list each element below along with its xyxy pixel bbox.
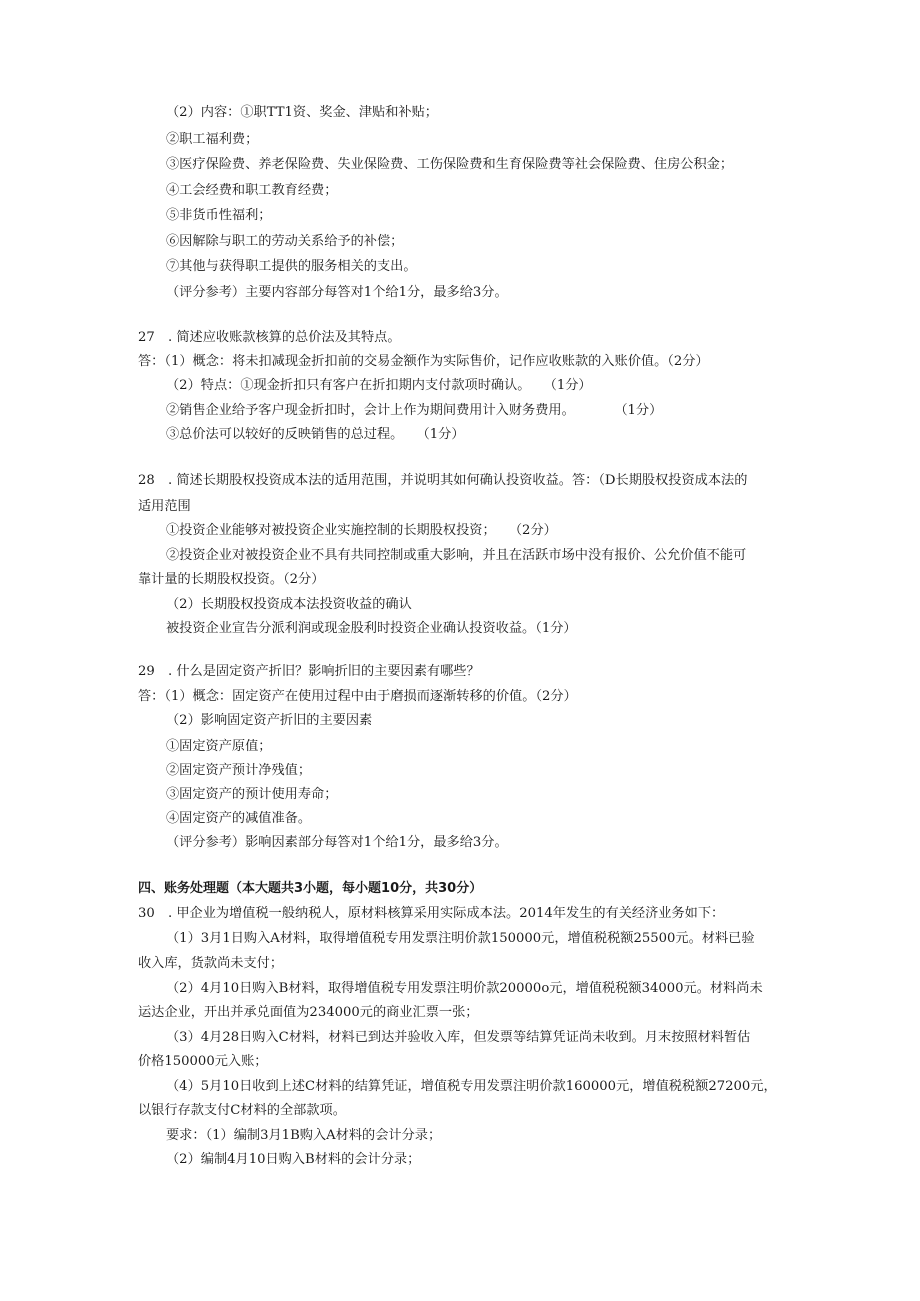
text-line: （2）内容：①职TT1资、奖金、津贴和补贴； <box>166 105 438 120</box>
question-30: 30 . 甲企业为增值税一般纳税人，原材料核算采用实际成本法。2014年发生的有关经济业务如下： <box>138 906 725 921</box>
text-line: ①投资企业能够对被投资企业实施控制的长期股权投资； （2分） <box>166 523 557 538</box>
text-line: （3）4月28日购入C材料，材料已到达并验收入库，但发票等结算凭证尚未收到。月末按照材料暂估 <box>166 1030 751 1045</box>
text-line: ④工会经费和职工教育经费； <box>166 183 338 198</box>
requirement-line: 要求：（1）编制3月1B购入A材料的会计分录； <box>166 1128 442 1143</box>
text-line: ②职工福利费； <box>166 132 259 147</box>
text-line: ④固定资产的减值准备。 <box>166 811 312 826</box>
text-line: （4）5月10日收到上述C材料的结算凭证，增值税专用发票注明价款160000元，增值税税额27200元， <box>166 1079 777 1094</box>
text-line: 靠计量的长期股权投资。（2分） <box>138 572 325 587</box>
text-line: （2）特点：①现金折扣只有客户在折扣期内支付款项时确认。 （1分） <box>166 378 592 393</box>
text-line: ③医疗保险费、养老保险费、失业保险费、工伤保险费和生育保险费等社会保险费、住房公积金； <box>166 157 734 172</box>
text-line: 收入库，货款尚未支付； <box>138 956 284 971</box>
section-heading: 四、账务处理题（本大题共3小题，每小题10分，共30分） <box>138 881 483 896</box>
text-line: 以银行存款支付C材料的全部款项。 <box>138 1103 346 1118</box>
text-line: ①固定资产原值； <box>166 739 272 754</box>
text-line: （2）长期股权投资成本法投资收益的确认 <box>166 597 412 612</box>
text-line: 价格150000元入账； <box>138 1054 268 1069</box>
text-line: ②销售企业给予客户现金折扣时，会计上作为期间费用计入财务费用。 （1分） <box>166 403 663 418</box>
question-27: 27 . 简述应收账款核算的总价法及其特点。 <box>138 330 401 345</box>
text-line: （2）影响固定资产折旧的主要因素 <box>166 713 373 728</box>
requirement-line: （2）编制4月10日购入B材料的会计分录； <box>166 1152 421 1167</box>
text-line: ⑥因解除与职工的劳动关系给予的补偿； <box>166 234 404 249</box>
text-line: ⑤非货币性福利； <box>166 208 272 223</box>
text-line: ⑦其他与获得职工提供的服务相关的支出。 <box>166 259 417 274</box>
question-29: 29 . 什么是固定资产折旧？影响折旧的主要因素有哪些？ <box>138 664 480 679</box>
scoring-note: （评分参考）影响因素部分每答对1个给1分，最多给3分。 <box>166 835 508 850</box>
text-line: 被投资企业宣告分派利润或现金股利时投资企业确认投资收益。（1分） <box>166 621 577 636</box>
scoring-note: （评分参考）主要内容部分每答对1个给1分，最多给3分。 <box>166 285 508 300</box>
text-line: ③固定资产的预计使用寿命； <box>166 787 338 802</box>
text-line: ②固定资产预计净残值； <box>166 763 312 778</box>
answer-line: 答：（1）概念：固定资产在使用过程中由于磨损而逐渐转移的价值。（2分） <box>138 689 577 704</box>
text-line: （2）4月10日购入B材料，取得增值税专用发票注明价款20000o元，增值税税额34000元。材料尚未 <box>166 981 763 996</box>
text-line: ③总价法可以较好的反映销售的总过程。 （1分） <box>166 427 465 442</box>
answer-line: 答：（1）概念：将未扣减现金折扣前的交易金额作为实际售价，记作应收账款的入账价值。（2分） <box>138 354 709 369</box>
text-line: 运达企业，开出并承兑面值为234000元的商业汇票一张； <box>138 1005 479 1020</box>
text-line: 适用范围 <box>138 499 191 514</box>
text-line: ②投资企业对被投资企业不具有共同控制或重大影响，并且在活跃市场中没有报价、公允价值不能可 <box>166 548 747 563</box>
question-28: 28 . 简述长期股权投资成本法的适用范围，并说明其如何确认投资收益。答：（D长期股权投资成本法的 <box>138 473 748 488</box>
text-line: （1）3月1日购入A材料，取得增值税专用发票注明价款150000元，增值税税额25500元。材料已验 <box>166 931 755 946</box>
